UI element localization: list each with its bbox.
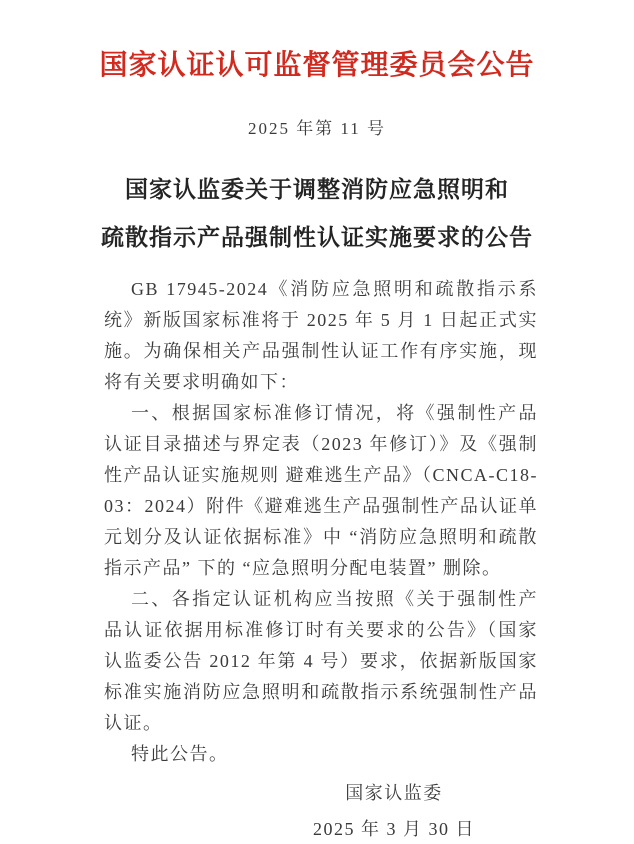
signature-date: 2025 年 3 月 30 日 [313,819,475,839]
signature-block [264,778,524,844]
body-paragraph-item-2: 二、各指定认证机构应当按照《关于强制性产品认证依据用标准修订时有关要求的公告》（国家认监委公告 2012 年第 4 号）要求，依据新版国家标准实施消防应急照明和疏散指示系统强制性产品认证。 [104,589,538,733]
announcement-title-line1: 国家认监委关于调整消防应急照明和 [125,177,509,202]
document-body [104,274,538,770]
announcement-title [0,166,634,262]
body-paragraph-intro: GB 17945-2024《消防应急照明和疏散指示系统》新版国家标准将于 2025 年 5 月 1 日起正式实施。为确保相关产品强制性认证工作有序实施，现将有关要求明确如下： [104,279,538,392]
announcement-title-line2: 疏散指示产品强制性认证实施要求的公告 [101,225,533,250]
document-number: 2025 年第 11 号 [247,119,387,138]
signature-name: 国家认监委 [345,783,443,803]
masthead-title: 国家认证认可监督管理委员会公告 [99,50,535,81]
closing-line: 特此公告。 [131,744,229,764]
body-paragraph-item-1: 一、根据国家标准修订情况，将《强制性产品认证目录描述与界定表（2023 年修订）》及《强制性产品认证实施规则 避难逃生产品》（CNCA-C18-03：2024）附件《避难逃生产品强制性产品认证单元划分及认证依据标准》中 “消防应急照明和疏散指示产品” 下的 “应急照明分配电装置” 删除。 [104,403,539,578]
